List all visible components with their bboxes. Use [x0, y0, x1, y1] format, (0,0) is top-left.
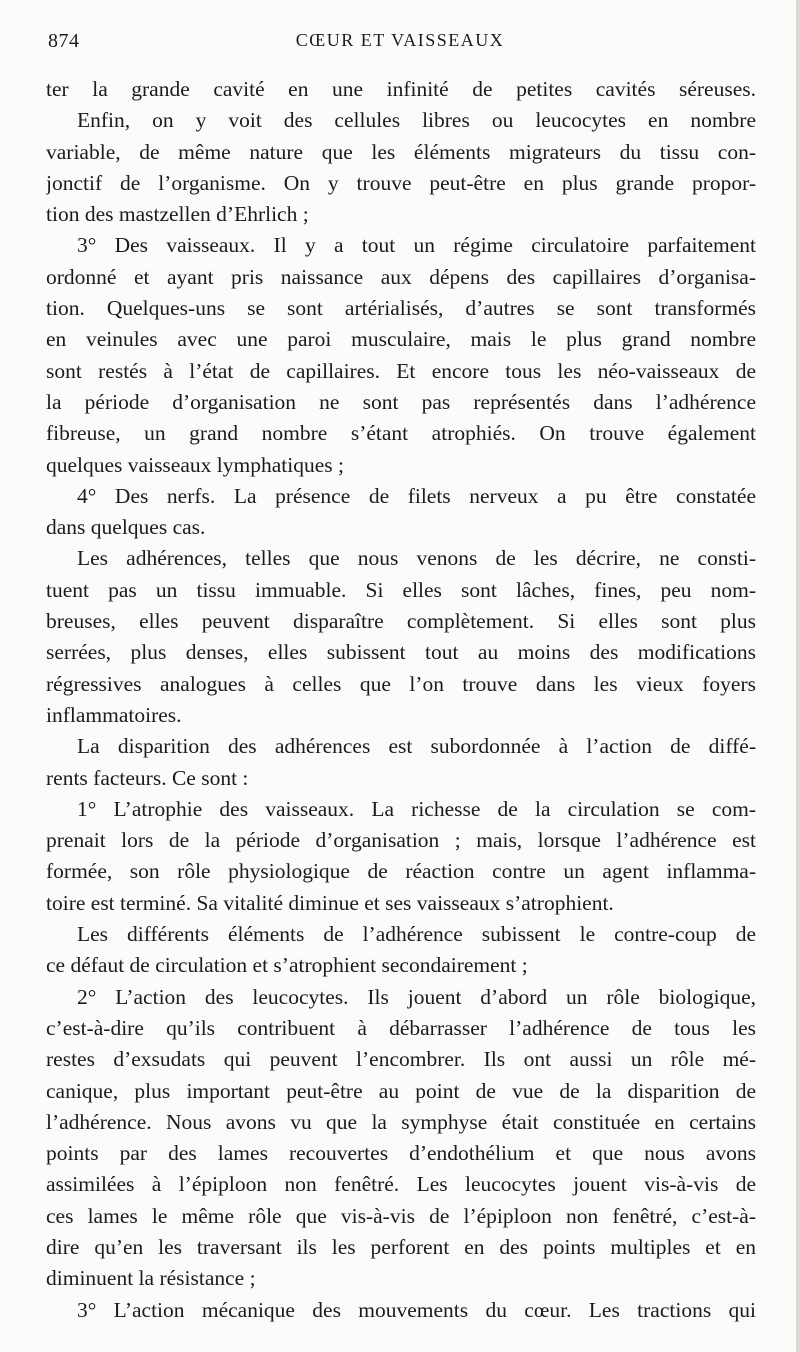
text-line: en veinules avec une paroi musculaire, mais le plus grand nombre	[46, 327, 756, 352]
text-line: Les adhérences, telles que nous venons de les décrire, ne consti-	[77, 546, 756, 571]
text-line: diminuent la résistance ;	[46, 1266, 256, 1291]
text-line: toire est terminé. Sa vitalité diminue et ses vaisseaux s’atrophient.	[46, 890, 614, 915]
text-line: ce défaut de circulation et s’atrophient secondairement ;	[46, 953, 528, 978]
text-line: breuses, elles peuvent disparaître complètement. Si elles sont plus	[46, 609, 756, 634]
text-line: sont restés à l’état de capillaires. Et encore tous les néo-vaisseaux de	[46, 358, 756, 383]
text-line: 2° L’action des leucocytes. Ils jouent d’abord un rôle biologique,	[77, 984, 756, 1009]
text-line: quelques vaisseaux lymphatiques ;	[46, 452, 344, 477]
text-line: restes d’exsudats qui peuvent l’encombrer. Ils ont aussi un rôle mé-	[46, 1047, 756, 1072]
text-line: dans quelques cas.	[46, 515, 206, 540]
text-line: ces lames le même rôle que vis-à-vis de l’épiploon non fenêtré, c’est-à-	[46, 1203, 756, 1228]
text-line: l’adhérence. Nous avons vu que la symphyse était constituée en certains	[46, 1109, 756, 1134]
text-line: Les différents éléments de l’adhérence subissent le contre-coup de	[77, 922, 756, 947]
page-body-text	[46, 74, 756, 1326]
text-line: assimilées à l’épiploon non fenêtré. Les leucocytes jouent vis-à-vis de	[46, 1172, 756, 1197]
text-line: ter la grande cavité en une infinité de petites cavités séreuses.	[46, 77, 756, 101]
text-line: jonctif de l’organisme. On y trouve peut-être en plus grande propor-	[46, 170, 756, 195]
running-head: CŒUR ET VAISSEAUX	[295, 30, 505, 50]
text-line: 1° L’atrophie des vaisseaux. La richesse de la circulation se com-	[77, 796, 756, 821]
page-header	[48, 30, 752, 58]
text-line: c’est-à-dire qu’ils contribuent à débarrasser l’adhérence de tous les	[46, 1015, 756, 1040]
text-line: 3° Des vaisseaux. Il y a tout un régime circulatoire parfaitement	[77, 233, 756, 258]
text-line: 3° L’action mécanique des mouvements du cœur. Les tractions qui	[77, 1297, 756, 1322]
text-line: 4° Des nerfs. La présence de filets nerveux a pu être constatée	[77, 483, 756, 508]
text-line: fibreuse, un grand nombre s’étant atrophiés. On trouve également	[46, 421, 756, 446]
page-number: 874	[48, 30, 80, 52]
text-line: la période d’organisation ne sont pas représentés dans l’adhérence	[46, 389, 756, 414]
text-line: dire qu’en les traversant ils les perforent en des points multiples et en	[46, 1234, 756, 1259]
text-line: points par des lames recouvertes d’endothélium et que nous avons	[46, 1141, 756, 1166]
text-line: Enfin, on y voit des cellules libres ou leucocytes en nombre	[77, 108, 756, 133]
text-line: régressives analogues à celles que l’on trouve dans les vieux foyers	[46, 671, 756, 696]
text-line: inflammatoires.	[46, 702, 182, 727]
text-line: rents facteurs. Ce sont :	[46, 765, 249, 790]
text-line: canique, plus important peut-être au point de vue de la disparition de	[46, 1078, 756, 1103]
text-line: tion. Quelques-uns se sont artérialisés, d’autres se sont transformés	[46, 296, 756, 321]
text-line: tion des mastzellen d’Ehrlich ;	[46, 202, 309, 227]
text-line: serrées, plus denses, elles subissent tout au moins des modifications	[46, 640, 756, 665]
text-line: tuent pas un tissu immuable. Si elles sont lâches, fines, peu nom-	[46, 577, 756, 602]
page-edge	[796, 0, 800, 1352]
text-line: formée, son rôle physiologique de réaction contre un agent inflamma-	[46, 859, 756, 884]
text-line: prenait lors de la période d’organisation ; mais, lorsque l’adhérence est	[46, 828, 756, 853]
text-line: variable, de même nature que les éléments migrateurs du tissu con-	[46, 139, 756, 164]
text-line: La disparition des adhérences est subordonnée à l’action de diffé-	[77, 734, 756, 759]
text-line: ordonné et ayant pris naissance aux dépens des capillaires d’organisa-	[46, 264, 756, 289]
